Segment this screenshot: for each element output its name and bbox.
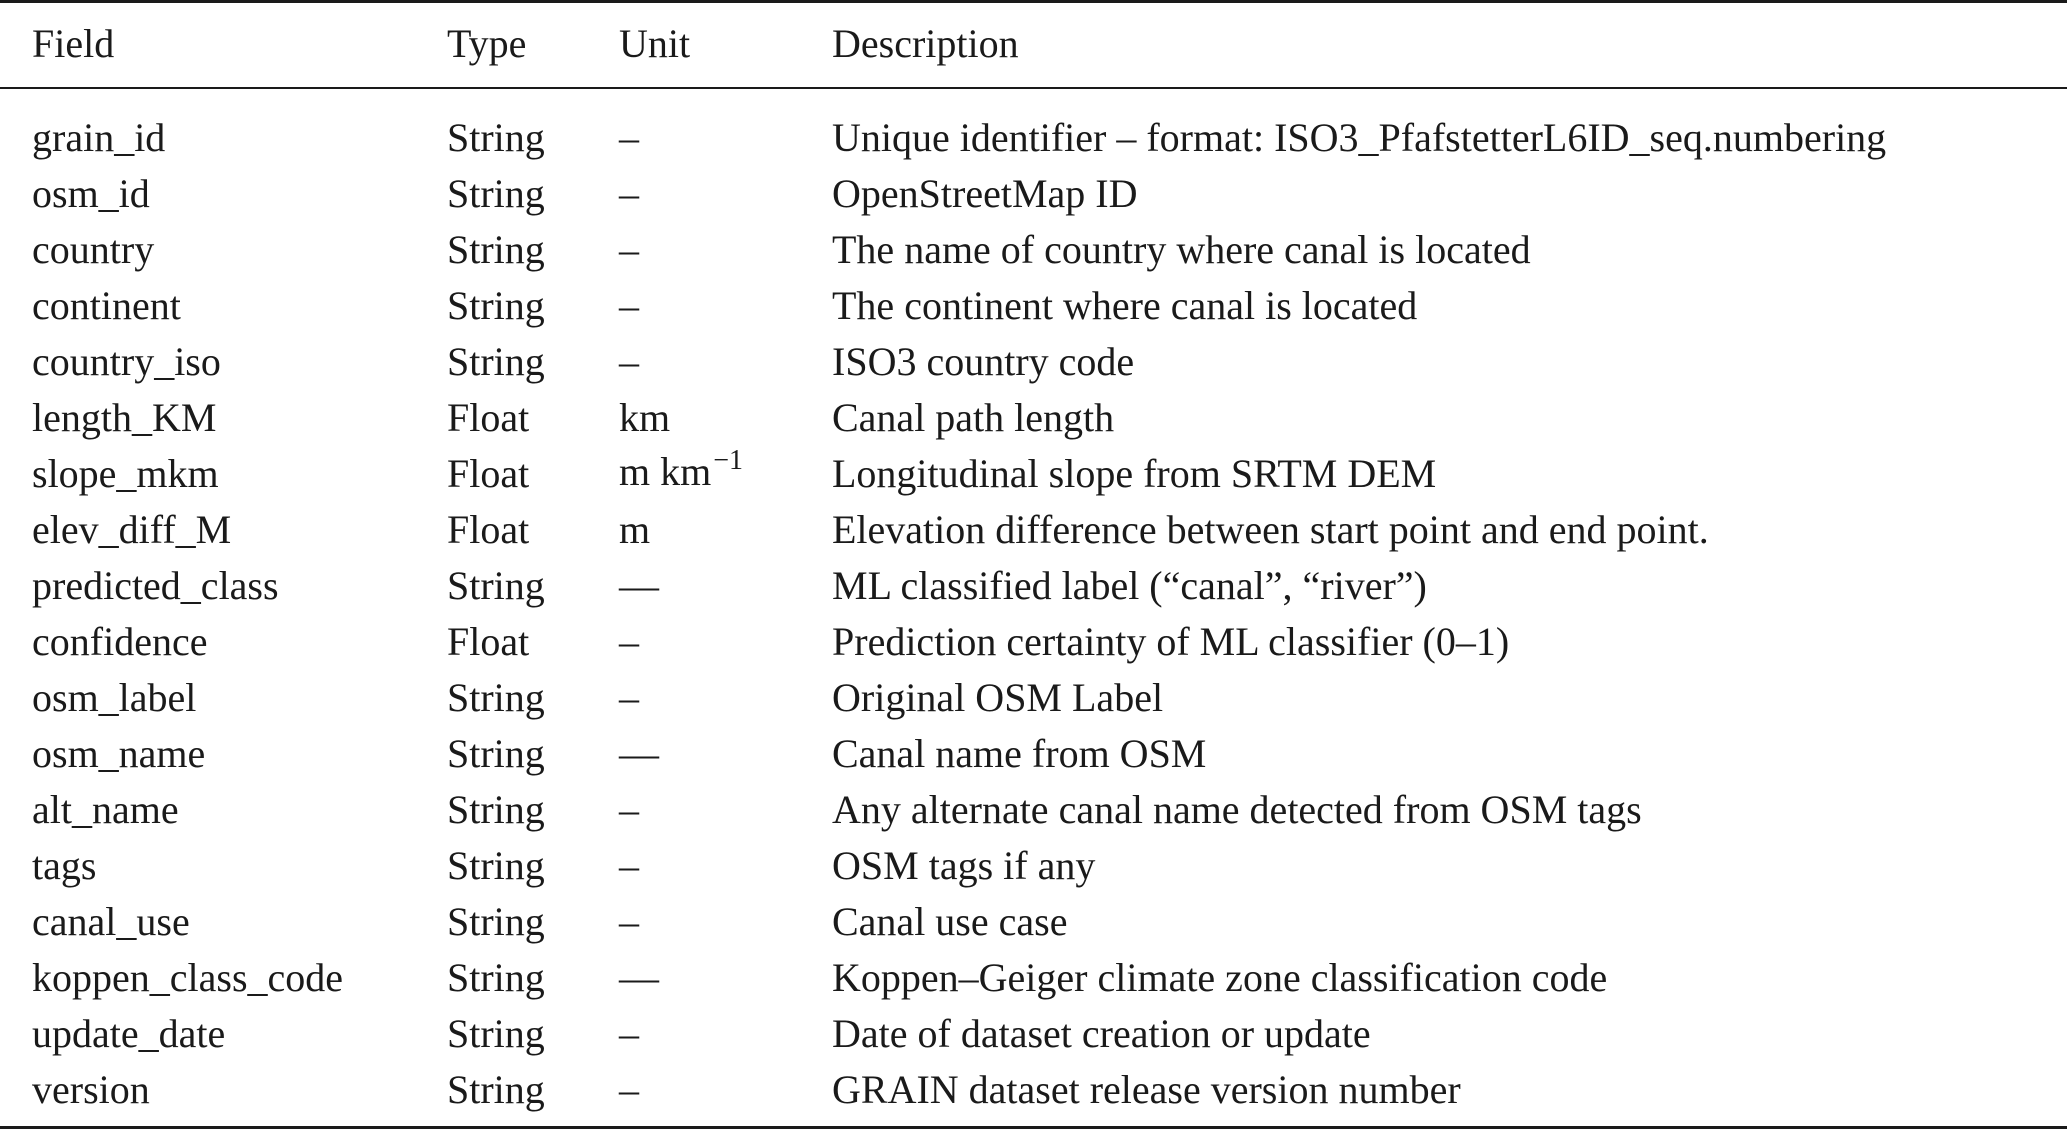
cell-type: Float <box>447 451 530 496</box>
table-row <box>0 614 2067 670</box>
table-header <box>0 0 2067 87</box>
cell-description: Canal path length <box>832 395 1115 440</box>
cell-description: GRAIN dataset release version number <box>832 1067 1461 1112</box>
cell-field: version <box>32 1067 150 1112</box>
cell-unit: – <box>619 171 639 216</box>
cell-description: OSM tags if any <box>832 843 1096 888</box>
cell-type: String <box>447 1011 545 1056</box>
cell-description: ML classified label (“canal”, “river”) <box>832 563 1427 608</box>
cell-field: confidence <box>32 619 208 664</box>
header-unit: Unit <box>619 20 691 66</box>
cell-type: String <box>447 731 545 776</box>
cell-field: canal_use <box>32 899 190 944</box>
table-row <box>0 390 2067 446</box>
cell-description: Date of dataset creation or update <box>832 1011 1371 1056</box>
cell-type: String <box>447 955 545 1000</box>
cell-field: update_date <box>32 1011 226 1056</box>
table-row <box>0 894 2067 950</box>
cell-unit: m <box>619 507 651 552</box>
cell-field: osm_name <box>32 731 206 776</box>
unit-base: m km <box>619 448 712 494</box>
cell-type: Float <box>447 507 530 552</box>
table-row <box>0 950 2067 1006</box>
table-bottom-rule <box>0 1126 2067 1129</box>
cell-type: Float <box>447 395 530 440</box>
cell-description: Canal name from OSM <box>832 731 1207 776</box>
cell-unit: – <box>619 787 639 832</box>
header-description: Description <box>832 20 1019 66</box>
table-row <box>0 782 2067 838</box>
cell-field: osm_id <box>32 171 150 216</box>
table-row <box>0 278 2067 334</box>
cell-field: tags <box>32 843 97 888</box>
cell-unit: – <box>619 227 639 272</box>
cell-unit: – <box>619 843 639 888</box>
cell-type: String <box>447 339 545 384</box>
table-row <box>0 446 2067 502</box>
cell-description: Unique identifier – format: ISO3_PfafstetterL6ID_seq.numbering <box>832 115 1887 160</box>
cell-description: Original OSM Label <box>832 675 1164 720</box>
cell-description: Elevation difference between start point and end point. <box>832 507 1709 552</box>
table-body <box>0 87 2067 1118</box>
cell-field: elev_diff_M <box>32 507 232 552</box>
cell-field: alt_name <box>32 787 179 832</box>
cell-description: ISO3 country code <box>832 339 1135 384</box>
cell-field: continent <box>32 283 181 328</box>
cell-type: String <box>447 787 545 832</box>
cell-unit: — <box>619 955 659 1000</box>
cell-description: The continent where canal is located <box>832 283 1418 328</box>
cell-type: String <box>447 843 545 888</box>
table-row <box>0 334 2067 390</box>
cell-type: String <box>447 1067 545 1112</box>
cell-unit <box>619 446 832 502</box>
header-field: Field <box>32 20 115 66</box>
cell-unit: km <box>619 395 671 440</box>
cell-unit: – <box>619 115 639 160</box>
cell-unit: – <box>619 339 639 384</box>
cell-field: country_iso <box>32 339 221 384</box>
cell-field: predicted_class <box>32 563 279 608</box>
cell-type: String <box>447 171 545 216</box>
cell-type: String <box>447 563 545 608</box>
cell-type: String <box>447 899 545 944</box>
cell-unit: — <box>619 563 659 608</box>
cell-field: slope_mkm <box>32 451 219 496</box>
table-body-spacer <box>0 87 2067 110</box>
cell-unit: – <box>619 619 639 664</box>
cell-type: String <box>447 283 545 328</box>
table-row <box>0 838 2067 894</box>
header-type: Type <box>447 20 527 66</box>
cell-unit: — <box>619 731 659 776</box>
cell-unit: – <box>619 1011 639 1056</box>
cell-unit: – <box>619 283 639 328</box>
cell-unit: – <box>619 899 639 944</box>
table-row <box>0 502 2067 558</box>
cell-field: grain_id <box>32 115 166 160</box>
cell-type: String <box>447 675 545 720</box>
cell-description: Prediction certainty of ML classifier (0–1) <box>832 619 1510 664</box>
cell-unit: – <box>619 675 639 720</box>
cell-field: koppen_class_code <box>32 955 344 1000</box>
table-row <box>0 1062 2067 1118</box>
cell-type: String <box>447 227 545 272</box>
table-row <box>0 670 2067 726</box>
table-row <box>0 166 2067 222</box>
cell-type: String <box>447 115 545 160</box>
table-row <box>0 1006 2067 1062</box>
table-row <box>0 726 2067 782</box>
table-row <box>0 558 2067 614</box>
cell-description: Koppen–Geiger climate zone classification code <box>832 955 1608 1000</box>
header-row <box>0 0 2067 87</box>
cell-field: country <box>32 227 155 272</box>
cell-field: osm_label <box>32 675 197 720</box>
cell-description: Canal use case <box>832 899 1068 944</box>
cell-description: Longitudinal slope from SRTM DEM <box>832 451 1437 496</box>
cell-description: The name of country where canal is located <box>832 227 1531 272</box>
table-row <box>0 222 2067 278</box>
cell-unit: – <box>619 1067 639 1112</box>
unit-exponent: −1 <box>713 444 744 476</box>
table-row <box>0 110 2067 166</box>
cell-description: OpenStreetMap ID <box>832 171 1138 216</box>
cell-field: length_KM <box>32 395 217 440</box>
cell-type: Float <box>447 619 530 664</box>
cell-description: Any alternate canal name detected from OSM tags <box>832 787 1642 832</box>
